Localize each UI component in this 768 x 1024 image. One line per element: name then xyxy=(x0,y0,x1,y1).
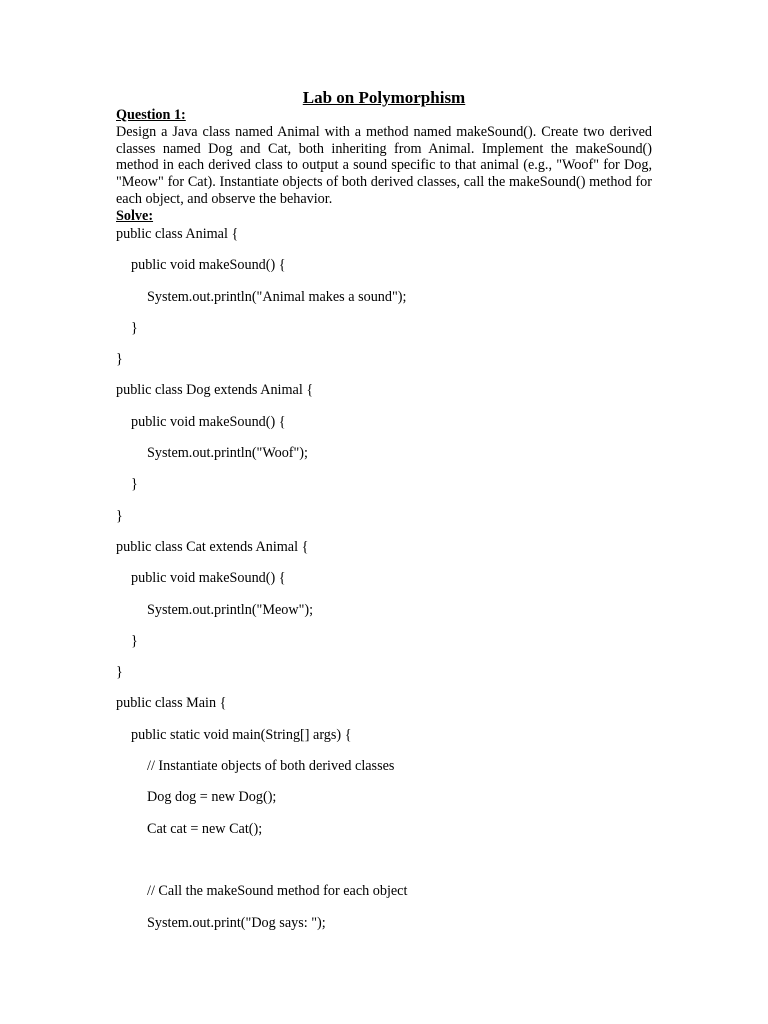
code-line: } xyxy=(131,319,138,336)
code-line: public class Cat extends Animal { xyxy=(116,538,309,555)
code-line: public void makeSound() { xyxy=(131,570,286,587)
code-line: System.out.print("Dog says: "); xyxy=(147,914,326,931)
code-line: public static void main(String[] args) { xyxy=(131,726,352,743)
question-block xyxy=(116,107,652,225)
code-line: System.out.println("Meow"); xyxy=(147,601,314,618)
code-listing xyxy=(116,224,676,944)
code-line: } xyxy=(131,476,138,493)
question-text: Design a Java class named Animal with a method named makeSound(). Create two derived classes named Dog and Cat, both inheriting from Animal. Implement the makeSound() method in each derived class to output a sound specific to that animal (e.g., "Woof" for Dog, "Meow" for Cat). Instantiate objects of both derived classes, call the makeSound() method for each object, and observe the behavior. xyxy=(116,123,652,207)
code-line: System.out.println("Animal makes a sound"); xyxy=(147,288,407,305)
solve-heading: Solve: xyxy=(116,207,154,224)
code-line: Dog dog = new Dog(); xyxy=(147,789,277,806)
code-line: System.out.println("Woof"); xyxy=(147,445,308,462)
code-line: public void makeSound() { xyxy=(131,413,286,430)
code-line: public void makeSound() { xyxy=(131,257,286,274)
code-line: public class Main { xyxy=(116,695,227,712)
code-line: // Call the makeSound method for each object xyxy=(147,883,408,900)
question-heading: Question 1: xyxy=(116,107,186,123)
code-line: } xyxy=(131,632,138,649)
code-line: } xyxy=(116,507,123,524)
code-line: } xyxy=(116,351,123,368)
code-line: public class Animal { xyxy=(116,226,239,242)
code-line: // Instantiate objects of both derived classes xyxy=(147,758,395,775)
document-title: Lab on Polymorphism xyxy=(302,88,466,107)
code-line: } xyxy=(116,664,123,681)
code-line: Cat cat = new Cat(); xyxy=(147,820,263,837)
code-line: public class Dog extends Animal { xyxy=(116,382,314,399)
